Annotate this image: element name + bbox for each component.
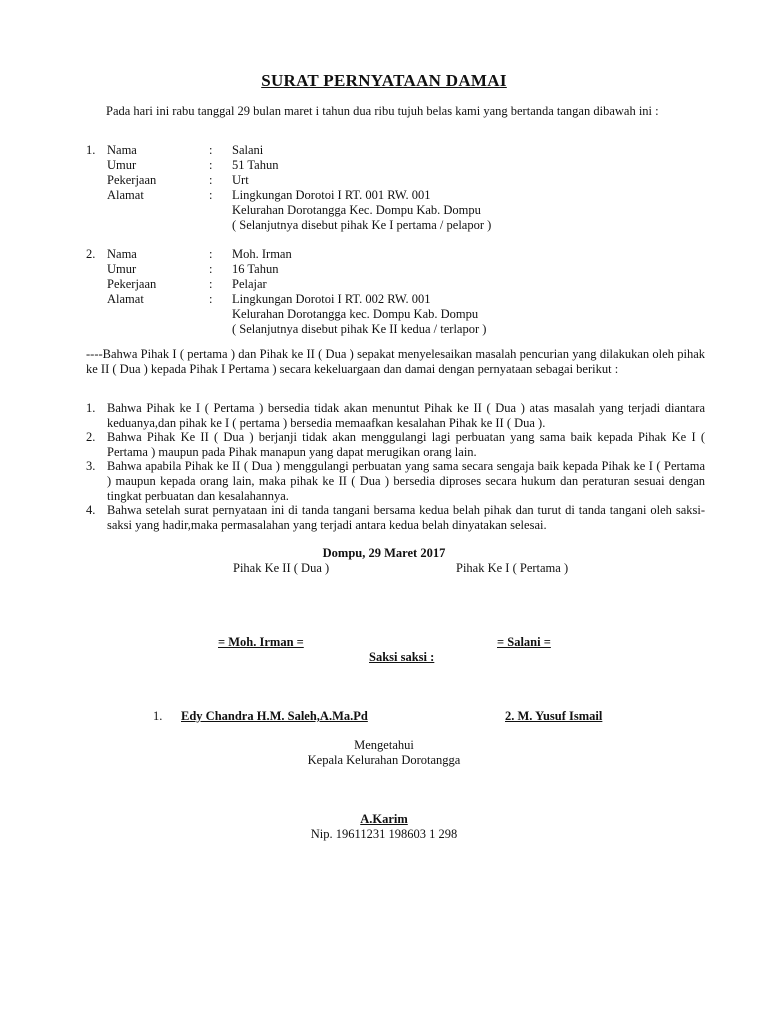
field-label: Umur (107, 262, 137, 276)
party-2-row-age (0, 262, 768, 277)
party-2-row-name (0, 247, 768, 262)
statement-text: Bahwa setelah surat pernyataan ini di tanda tangani bersama kedua belah pihak dan turut di tanda tangani oleh saksi-saksi yang hadir,maka permasalahan yang terjadi antara kedua belah dinyatakan selesai. (107, 503, 705, 532)
statement-text: Bahwa Pihak ke I ( Pertama ) bersedia tidak akan menuntut Pihak ke II ( Dua ) atas masalah yang terjadi diantara keduanya,dan pihak ke I ( pertama ) bersedia memaafkan kesalahan Pihak ke II ( Dua ). (107, 401, 705, 430)
party-1-row-age (0, 158, 768, 173)
field-value: 51 Tahun (232, 158, 279, 172)
field-value: Lingkungan Dorotoi I RT. 001 RW. 001 (232, 188, 431, 202)
field-label: Nama (107, 247, 137, 261)
party-1-row-address (0, 188, 768, 203)
witness-2-name: 2. M. Yusuf Ismail (505, 709, 603, 723)
field-colon: : (209, 262, 213, 276)
field-colon: : (209, 143, 213, 157)
statement-text: Bahwa apabila Pihak ke II ( Dua ) menggulangi perbuatan yang sama secara sengaja baik kepada Pihak ke I ( Pertama ) maupun kepada orang lain, maka pihak ke II ( Dua ) bersedia diproses secara hukum dan peraturan sesuai dengan tingkat perbuatan dan kesalahannya. (107, 459, 705, 503)
field-label: Pekerjaan (107, 277, 157, 291)
agreement-paragraph: ----Bahwa Pihak I ( pertama ) dan Pihak ke II ( Dua ) sepakat menyelesaikan masalah pencurian yang dilakukan oleh pihak ke II ( Dua ) kepada Pihak I Pertama ) secara kekeluargaan dan damai dengan pernyataan sebagai berikut : (86, 347, 705, 376)
acknowledge-line-1: Mengetahui (354, 738, 414, 752)
field-label: Umur (107, 158, 137, 172)
signature-heading-right: Pihak Ke I ( Pertama ) (456, 561, 569, 575)
field-value: Lingkungan Dorotoi I RT. 002 RW. 001 (232, 292, 431, 306)
statement-number: 4. (86, 503, 96, 517)
field-label: Alamat (107, 292, 144, 306)
statement-number: 1. (86, 401, 96, 415)
statement-text: Bahwa Pihak Ke II ( Dua ) berjanji tidak akan menggulangi lagi perbuatan yang sama baik kepada Pihak Ke I ( Pertama ) maupun pada Pihak manapun yang dapat merugikan orang lain. (107, 430, 705, 459)
field-colon: : (209, 292, 213, 306)
field-colon: : (209, 277, 213, 291)
field-value: Moh. Irman (232, 247, 292, 261)
field-colon: : (209, 173, 213, 187)
document-title: SURAT PERNYATAAN DAMAI (261, 71, 507, 90)
party-1-row-name (0, 143, 768, 158)
address-line: Kelurahan Dorotangga Kec. Dompu Kab. Dompu (232, 203, 481, 217)
field-colon: : (209, 247, 213, 261)
field-value: Salani (232, 143, 264, 157)
party-2-row-address (0, 292, 768, 307)
field-colon: : (209, 188, 213, 202)
party-2-number: 2. (86, 247, 96, 261)
field-value: 16 Tahun (232, 262, 279, 276)
party-2-address-line-2 (0, 307, 768, 322)
field-label: Pekerjaan (107, 173, 157, 187)
party-1-number: 1. (86, 143, 96, 157)
party-1-address-line-2 (0, 203, 768, 218)
official-nip: Nip. 19611231 198603 1 298 (310, 827, 458, 841)
address-line: Kelurahan Dorotangga kec. Dompu Kab. Dompu (232, 307, 479, 321)
acknowledge-line-2: Kepala Kelurahan Dorotangga (307, 753, 461, 767)
signature-name-left: = Moh. Irman = (218, 635, 304, 649)
party-2-row-job (0, 277, 768, 292)
witness-1-name: Edy Chandra H.M. Saleh,A.Ma.Pd (181, 709, 368, 723)
field-colon: : (209, 158, 213, 172)
witness-1-number: 1. (153, 709, 163, 723)
statement-number: 3. (86, 459, 96, 473)
party-1-address-line-3 (0, 218, 768, 233)
field-label: Nama (107, 143, 137, 157)
party-designation: ( Selanjutnya disebut pihak Ke I pertama / pelapor ) (232, 218, 492, 232)
intro-paragraph: Pada hari ini rabu tanggal 29 bulan maret i tahun dua ribu tujuh belas kami yang bertanda tangan dibawah ini : (106, 104, 659, 118)
party-designation: ( Selanjutnya disebut pihak Ke II kedua / terlapor ) (232, 322, 487, 336)
party-1-row-job (0, 173, 768, 188)
signature-heading-left: Pihak Ke II ( Dua ) (233, 561, 330, 575)
field-label: Alamat (107, 188, 144, 202)
place-date: Dompu, 29 Maret 2017 (322, 546, 446, 560)
official-name: A.Karim (360, 812, 408, 826)
statement-number: 2. (86, 430, 96, 444)
field-value: Urt (232, 173, 249, 187)
signature-name-right: = Salani = (497, 635, 551, 649)
party-2-address-line-3 (0, 322, 768, 337)
witness-heading: Saksi saksi : (369, 650, 435, 664)
field-value: Pelajar (232, 277, 267, 291)
